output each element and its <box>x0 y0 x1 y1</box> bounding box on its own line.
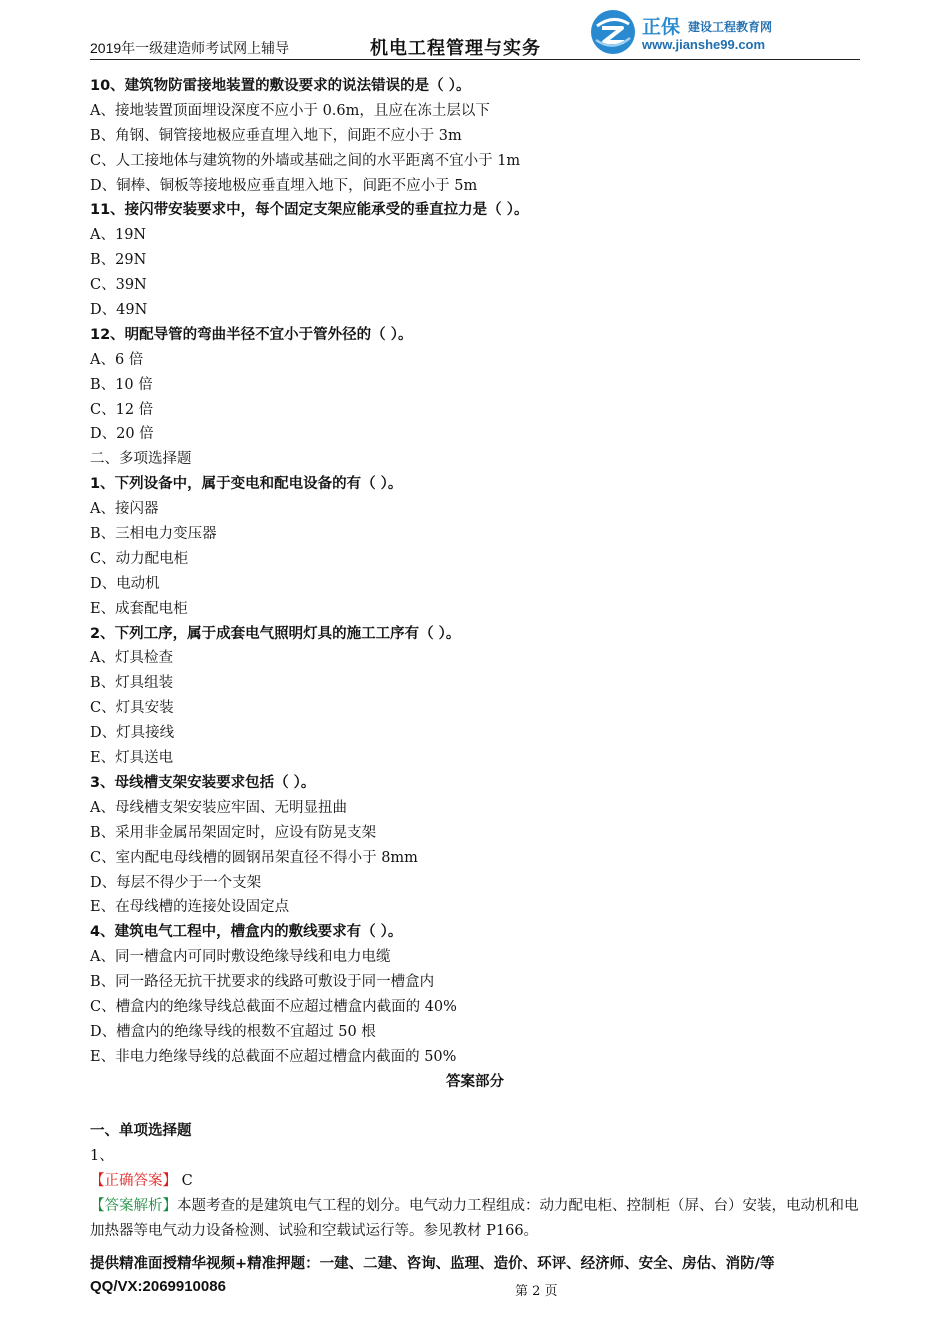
brand-logo <box>588 6 888 58</box>
option-line: B、29N <box>90 252 147 269</box>
option-line: E、灯具送电 <box>90 750 174 767</box>
option-line: B、角钢、铜管接地极应垂直埋入地下，间距不应小于 3m <box>90 127 462 144</box>
question-stem: 11、接闪带安装要求中，每个固定支架应能承受的垂直拉力是（ ）。 <box>90 202 529 219</box>
option-line: A、接地装置顶面埋设深度不应小于 0.6m，且应在冻土层以下 <box>90 102 490 119</box>
question-stem: 2、下列工序，属于成套电气照明灯具的施工工序有（ ）。 <box>90 625 461 642</box>
option-line: B、灯具组装 <box>90 675 174 692</box>
option-line: D、灯具接线 <box>90 725 175 742</box>
logo-url-text: www.jianshe99.com <box>642 37 766 52</box>
option-line: A、同一槽盒内可同时敷设绝缘导线和电力电缆 <box>90 949 391 966</box>
header-subject-title: 机电工程管理与实务 <box>370 38 541 59</box>
option-line: D、每层不得少于一个支架 <box>90 874 262 891</box>
option-line: D、20 倍 <box>90 426 154 443</box>
footer-promo-text: 提供精准面授精华视频+精准押题：一建、二建、咨询、监理、造价、环评、经济师、安全、房估、消防/等 <box>90 1256 775 1272</box>
question-stem: 1、下列设备中，属于变电和配电设备的有（ ）。 <box>90 476 403 493</box>
option-line: D、槽盒内的绝缘导线的根数不宜超过 50 根 <box>90 1023 376 1040</box>
page-number: 第 2 页 <box>515 1284 558 1299</box>
option-line: C、动力配电柜 <box>90 550 189 567</box>
answer-item-number: 1、 <box>90 1148 114 1165</box>
option-line: E、成套配电柜 <box>90 600 188 617</box>
option-line: B、10 倍 <box>90 376 153 393</box>
page-header <box>90 0 860 62</box>
logo-brand-text: 正保 <box>642 16 681 38</box>
option-line: 二、多项选择题 <box>90 451 192 468</box>
option-line: E、在母线槽的连接处设固定点 <box>90 899 290 916</box>
option-line: B、采用非金属吊架固定时，应设有防晃支架 <box>90 824 377 841</box>
option-line: D、电动机 <box>90 575 160 592</box>
option-line: A、6 倍 <box>90 351 144 368</box>
option-line: E、非电力绝缘导线的总截面不应超过槽盒内截面的 50% <box>90 1048 457 1065</box>
question-stem: 10、建筑物防雷接地装置的敷设要求的说法错误的是（ ）。 <box>90 78 471 94</box>
option-line: A、灯具检查 <box>90 650 173 667</box>
correct-answer-label: 【正确答案】 <box>90 1173 177 1190</box>
option-line: A、接闪器 <box>90 501 159 518</box>
answer-section-heading: 一、单项选择题 <box>90 1123 192 1140</box>
question-stem: 4、建筑电气工程中，槽盒内的敷线要求有（ ）。 <box>90 924 403 941</box>
option-line: A、19N <box>90 227 147 244</box>
option-line: C、39N <box>90 277 147 294</box>
question-stem: 3、母线槽支架安装要求包括（ ）。 <box>90 774 316 791</box>
option-line: C、室内配电母线槽的圆钢吊架直径不得小于 8mm <box>90 849 418 866</box>
question-list <box>90 74 860 1070</box>
correct-answer-row <box>90 1169 860 1194</box>
spacer <box>90 1095 860 1120</box>
option-line: D、49N <box>90 302 148 319</box>
option-line: C、槽盒内的绝缘导线总截面不应超过槽盒内截面的 40% <box>90 998 457 1015</box>
answer-section-title: 答案部分 <box>446 1073 504 1090</box>
option-line: C、12 倍 <box>90 401 154 418</box>
correct-answer-value: C <box>177 1173 193 1190</box>
logo-sub-text: 建设工程教育网 <box>688 20 773 34</box>
option-line: B、同一路径无抗干扰要求的线路可敷设于同一槽盒内 <box>90 974 435 991</box>
header-divider <box>90 59 860 60</box>
option-line: A、母线槽支架安装应牢固、无明显扭曲 <box>90 799 347 816</box>
question-stem: 12、明配导管的弯曲半径不宜小于管外径的（ ）。 <box>90 326 413 343</box>
header-course-title: 2019年一级建造师考试网上辅导 <box>90 40 290 56</box>
page-footer <box>90 1252 860 1299</box>
option-line: D、铜棒、铜板等接地极应垂直埋入地下，间距不应小于 5m <box>90 177 478 194</box>
logo-emblem-icon <box>588 8 638 56</box>
option-line: B、三相电力变压器 <box>90 526 217 543</box>
answer-analysis-label: 【答案解析】 <box>90 1198 177 1215</box>
answer-analysis-text: 本题考查的是建筑电气工程的划分。电气动力工程组成：动力配电柜、控制柜（屏、台）安装，电动机和电加热器等电气动力设备检测、试验和空载试运行等。参见教材 P166。 <box>90 1198 859 1239</box>
document-body <box>90 74 860 1244</box>
option-line: C、人工接地体与建筑物的外墙或基础之间的水平距离不宜小于 1m <box>90 152 521 169</box>
footer-contact: QQ/VX:2069910086 <box>90 1278 226 1295</box>
answer-analysis <box>90 1194 860 1244</box>
option-line: C、灯具安装 <box>90 700 174 717</box>
